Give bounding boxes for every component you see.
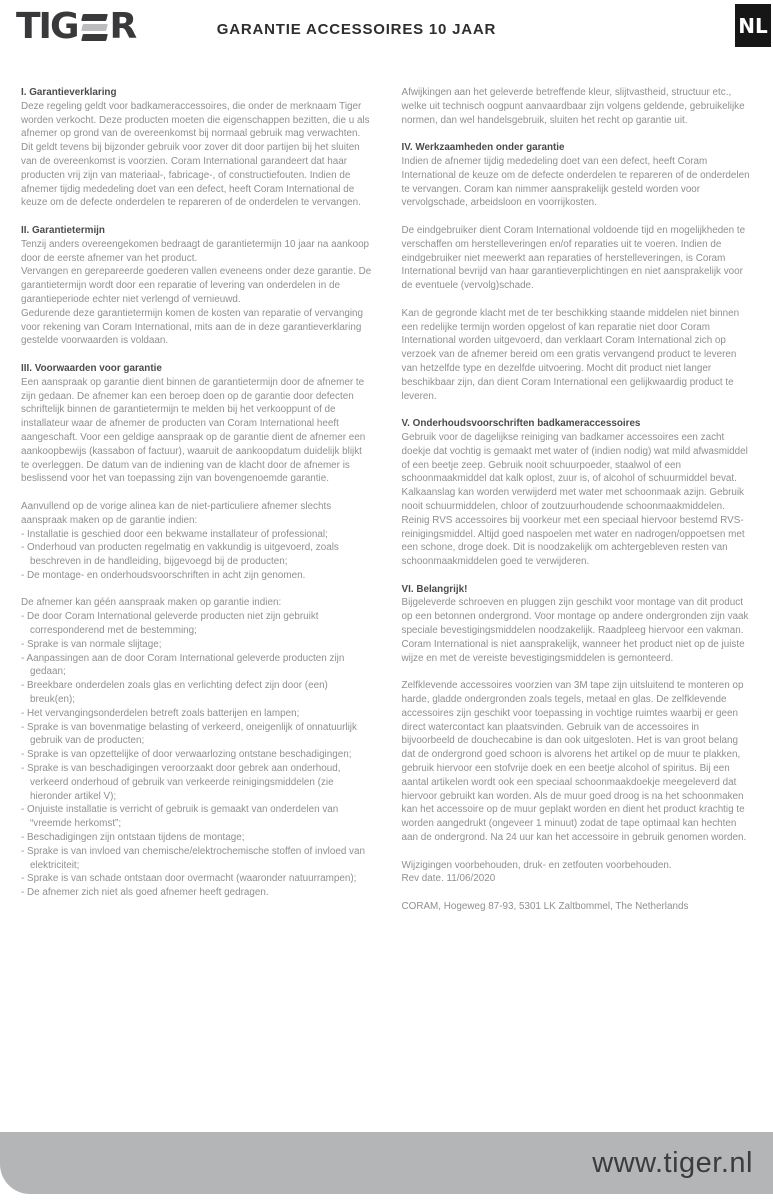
list-item: - Sprake is van opzettelijke of door verwaarlozing ontstane beschadigingen;: [21, 749, 352, 761]
paragraph: Rev date. 11/06/2020: [401, 873, 496, 885]
logo-text-left: TIG: [16, 6, 78, 47]
paragraph: Aanvullend op de vorige alinea kan de niet-particuliere afnemer slechts aanspraak maken op de garantie indien:: [21, 500, 332, 526]
list-item: - Sprake is van invloed van chemische/elektrochemische stoffen of invloed van elektriciteit;: [21, 845, 365, 871]
logo-text-right: R: [109, 6, 136, 47]
paragraph: Gebruik voor de dagelijkse reiniging van badkamer accessoires een zacht doekje dat vochtig is gemaakt met water of (indien nodig) wat mild afwasmiddel of een beetje zeep. Gebruik nooit schuurpoeder, staalwol of een schoonmaakmiddel dat kalk oplost, zuur is, of alcohol of schuurmiddel bevat. Kalkaanslag kan worden verwijderd met water met schoonmaak azijn. Gebruik nooit schuurmiddelen, chloor of zoutzuurhoudende schoonmaakmiddelen. Reinig RVS accessoires bij voorkeur met een speciaal hiervoor bestemd RVS-reinigingsmiddel. Altijd goed naspoelen met water en nadrogen/oppoetsen met een schone, droge doek. Dit is noodzakelijk om achtergebleven resten van schoonmaakmiddelen goed te verwijderen.: [401, 431, 748, 568]
section-heading: I. Garantieverklaring: [21, 87, 117, 98]
list-item: - Sprake is van schade ontstaan door overmacht (waaronder natuurrampen);: [21, 873, 357, 885]
paragraph: Wijzigingen voorbehouden, druk- en zetfouten voorbehouden.: [401, 859, 672, 871]
section-block: [21, 86, 372, 210]
website-url: www.tiger.nl: [592, 1146, 753, 1179]
paragraph: De eindgebruiker dient Coram International voldoende tijd en mogelijkheden te verschaffen om herstelleveringen en/of reparaties uit te voeren. Indien de eindgebruiker niet meewerkt aan reparaties of herstelleveringen, is Coram International bevrijd van haar garantieverplichtingen en niet aansprakelijk voor de eventuele (vervolg)schade.: [401, 224, 746, 292]
paragraph: Afwijkingen aan het geleverde betreffende kleur, slijtvastheid, structuur etc., welke uit technisch oogpunt aanvaardbaar zijn volgens geldende, gebruikelijke normen, dan wel handelsgebruik, sluiten het recht op garantie uit.: [401, 87, 745, 126]
section-block: [402, 417, 753, 569]
paragraph: CORAM, Hogeweg 87-93, 5301 LK Zaltbommel, The Netherlands: [401, 901, 689, 913]
paragraph: Gedurende deze garantietermijn komen de kosten van reparatie of vervanging voor rekening van Coram International, mits aan de in deze garantieverklaring gestelde voorwaarden is voldaan.: [21, 307, 363, 347]
list-item: - Sprake is van normale slijtage;: [21, 638, 162, 650]
section-block: [21, 500, 372, 583]
footer-bar: [0, 1132, 773, 1194]
section-block: [21, 596, 372, 900]
section-heading: V. Onderhoudsvoorschriften badkameraccessoires: [401, 418, 641, 430]
section-block: [402, 679, 753, 845]
section-block: [21, 224, 372, 348]
list-item: - Sprake is van bovenmatige belasting of verkeerd, oneigenlijk of onnatuurlijk gebruik van de producten;: [21, 721, 357, 747]
content: [0, 58, 773, 928]
left-column: [21, 86, 372, 928]
list-item: - Onderhoud van producten regelmatig en vakkundig is uitgevoerd, zoals beschreven in de handleiding, bijgevoegd bij de producten;: [21, 542, 339, 568]
language-badge: NL: [735, 4, 771, 47]
list-item: - Breekbare onderdelen zoals glas en verlichting defect zijn door (een) breuk(en);: [21, 680, 328, 706]
paragraph: Vervangen en gerepareerde goederen vallen eveneens onder deze garantie. De garantietermijn wordt door een reparatie of levering van onderdelen in de garantieperiode echter niet verlengd of vernieuwd.: [21, 266, 372, 305]
paragraph: Kan de gegronde klacht met de ter beschikking staande middelen niet binnen een redelijke termijn worden opgelost of kan reparatie niet door Coram International worden uitgevoerd, dan verklaart Coram International zich op verzoek van de afnemer bereid om een gratis vervangend product te leveren van hetzelfde type en dezelfde uitvoering. Mocht dit product niet langer beschikbaar zijn, dan dient Coram International een gelijkwaardig product te leveren.: [401, 307, 740, 402]
section-block: [402, 141, 753, 210]
list-item: - Sprake is van beschadigingen veroorzaakt door gebrek aan onderhoud, verkeerd onderhoud of gebruik van verkeerde reinigingsmiddelen (zie hieronder artikel V);: [21, 763, 341, 802]
list-item: - Het vervangingsonderdelen betreft zoals batterijen en lampen;: [21, 707, 300, 719]
section-block: [21, 362, 372, 486]
right-column: [402, 86, 753, 928]
list-item: - De door Coram International geleverde producten niet zijn gebruikt corresponderend met de bestemming;: [21, 611, 319, 637]
section-block: [402, 307, 753, 404]
list-item: - Beschadigingen zijn ontstaan tijdens de montage;: [21, 832, 245, 844]
list-item: - De afnemer zich niet als goed afnemer heeft gedragen.: [21, 887, 269, 899]
section-heading: III. Voorwaarden voor garantie: [21, 362, 162, 374]
section-block: [402, 583, 753, 666]
section-heading: IV. Werkzaamheden onder garantie: [401, 142, 565, 154]
paragraph: Een aanspraak op garantie dient binnen de garantietermijn door de afnemer te zijn gedaan. De afnemer kan een beroep doen op de garantie door defecten schriftelijk binnen de garantietermijn te melden bij het verkooppunt of de installateur waar de afnemer de producten van Coram International heeft aangeschaft. Voor een geldige aanspraak op de garantie dient de afnemer een aankoopbewijs (kassabon of factuur), waaruit de aankoopdatum duidelijk blijkt te overleggen. De datum van de indiening van de klacht door de afnemer is beslissend voor het van toepassing zijn van bovengenoemde garantie.: [21, 376, 366, 485]
paragraph: De afnemer kan géén aanspraak maken op garantie indien:: [21, 597, 282, 609]
list-item: - Installatie is geschied door een bekwame installateur of professional;: [21, 528, 328, 540]
header: [0, 0, 773, 58]
list-item: - Onjuiste installatie is verricht of gebruik is gemaakt van onderdelen van “vreemde herkomst”;: [21, 804, 339, 830]
section-block: [402, 900, 753, 914]
paragraph: Bijgeleverde schroeven en pluggen zijn geschikt voor montage van dit product op een betonnen ondergrond. Voor montage op andere ondergronden zijn vaak speciale bevestigingsmiddelen noodzakelijk. Raadpleeg hiervoor een vakman. Coram International is niet aansprakelijk, wanneer het product niet op de juiste wijze en met de vereiste bevestigingsmiddelen is gemonteerd.: [401, 597, 749, 664]
list-item: - Aanpassingen aan de door Coram International geleverde producten zijn gedaan;: [21, 652, 345, 678]
page-title: GARANTIE ACCESSOIRES 10 JAAR: [216, 20, 497, 38]
paragraph: Zelfklevende accessoires voorzien van 3M tape zijn uitsluitend te monteren op harde, gladde ondergronden zoals tegels, metaal en glas. De zelfklevende accessoires zijn geschikt voor toepassing in vochtige ruimtes waarbij er geen direct watercontact kan plaatsvinden. Gebruik van de accessoires in bijvoorbeeld de douchecabine is dan ook uitgesloten. Het is van groot belang dat de ondergrond goed schoon is alvorens het artikel op de muur te plakken, gebruik hiervoor een stofvrije doek en een beetje alcohol of spiritus. Bij een aantal artikelen wordt ook een speciaal schoonmaakdoekje meegeleverd dat hiervoor gebruikt kan worden. Als de muur goed droog is na het schoonmaken kan het accessoire op de muur geplakt worden en dient het product krachtig te worden aangedrukt (ongeveer 1 minuut) zodat de tape optimaal kan hechten aan de ondergrond. Na 24 uur kan het accessoire in gebruik genomen worden.: [401, 680, 747, 844]
paragraph: Tenzij anders overeengekomen bedraagt de garantietermijn 10 jaar na aankoop door de eerste afnemer van het product.: [21, 238, 370, 264]
section-heading: VI. Belangrijk!: [401, 583, 468, 595]
section-block: [402, 859, 753, 887]
section-block: [402, 86, 753, 127]
paragraph: Indien de afnemer tijdig mededeling doet van een defect, heeft Coram International de keuze om de defecte onderdelen te repareren of de onderdelen te vervangen. Coram kan nimmer aansprakelijk gesteld worden voor vervolgschade, arbeidsloon en voorrijkosten.: [401, 155, 750, 209]
section-heading: II. Garantietermijn: [21, 224, 105, 236]
list-item: - De montage- en onderhoudsvoorschriften in acht zijn genomen.: [21, 569, 306, 581]
paragraph: Deze regeling geldt voor badkameraccessoires, die onder de merknaam Tiger worden verkocht. Deze producten moeten die eigenschappen bezitten, die u als afnemer op grond van de overeenkomst bij normaal gebruik mag verwachten. Dit geldt tevens bij bijzonder gebruik voor zover dit door partijen bij het sluiten van de overeenkomst is voorzien. Coram International garandeert dat haar producten vrij zijn van materiaal-, fabricage-, of constructiefouten. Indien de afnemer tijdig mededeling doet van een defect, heeft Coram International de keuze om de defecte onderdelen te repareren of de onderdelen te vervangen.: [21, 100, 370, 209]
section-block: [402, 224, 753, 293]
